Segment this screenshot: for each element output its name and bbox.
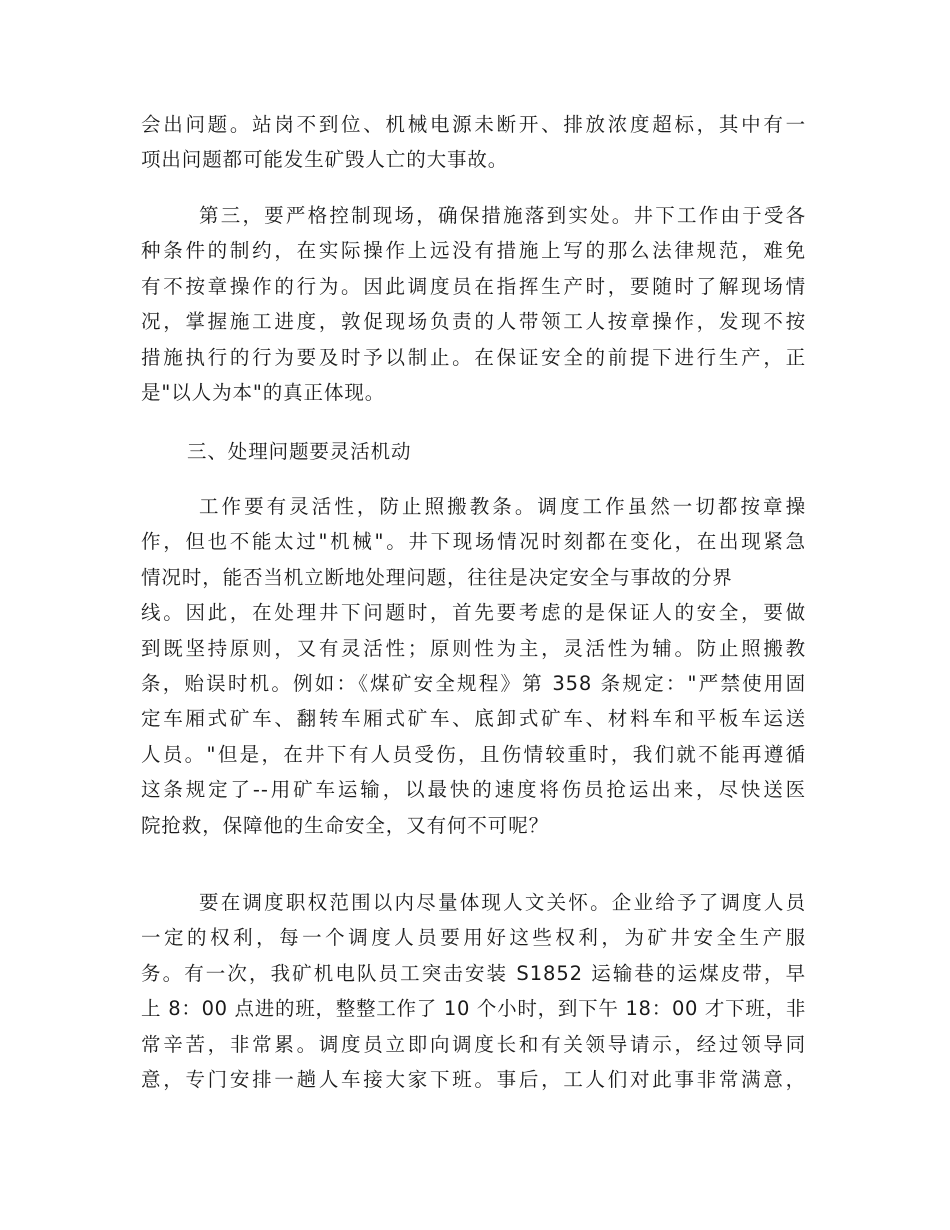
heading-text: 三、处理问题要灵活机动 [187,440,412,463]
text-line: 会出问题。站岗不到位、机械电源未断开、排放浓度超标，其中有一 [141,113,806,136]
text-line: 措施执行的行为要及时予以制止。在保证安全的前提下进行生产，正 [141,345,806,369]
paragraph-4 [141,489,806,843]
text-line: 意，专门安排一趟人车接大家下班。事后，工人们对此事非常满意， [141,1067,806,1091]
text-line: 务。有一次，我矿机电队员工突击安装 S1852 运输巷的运煤皮带，早 [141,961,806,985]
text-line: 条，贻误时机。例如：《煤矿安全规程》第 358 条规定："严禁使用固 [141,671,806,695]
text-line: 上 8：00 点进的班，整整工作了 10 个小时，到下午 18：00 才下班，非 [141,997,806,1021]
text-line: 况，掌握施工进度，敦促现场负责的人带领工人按章操作，发现不按 [141,310,806,334]
text-line: 作，但也不能太过"机械"。井下现场情况时刻都在变化，在出现紧急 [141,530,806,554]
section-heading [141,434,806,469]
text-line: 院抢救，保障他的生命安全，又有何不可呢？ [141,813,550,837]
text-line: 种条件的制约，在实际操作上远没有措施上写的那么法律规范，难免 [141,239,806,263]
text-line: 项出问题都可能发生矿毁人亡的大事故。 [141,148,509,172]
paragraph-2 [141,198,806,410]
text-line: 到既坚持原则，又有灵活性；原则性为主，灵活性为辅。防止照搬教 [141,636,806,660]
text-line: 有不按章操作的行为。因此调度员在指挥生产时，要随时了解现场情 [141,274,806,298]
text-line: 工作要有灵活性，防止照搬教条。调度工作虽然一切都按章操 [199,495,806,518]
paragraph-1 [141,107,806,178]
text-line: 这条规定了--用矿车运输，以最快的速度将伤员抢运出来，尽快送医 [141,778,806,802]
text-line: 常辛苦，非常累。调度员立即向调度长和有关领导请示，经过领导同 [141,1032,806,1056]
text-line: 人员。"但是，在井下有人员受伤，且伤情较重时，我们就不能再遵循 [141,742,806,766]
text-line: 定车厢式矿车、翻转车厢式矿车、底卸式矿车、材料车和平板车运送 [141,707,806,731]
text-line: 一定的权利，每一个调度人员要用好这些权利，为矿井安全生产服 [141,926,806,950]
text-line: 线。因此，在处理井下问题时，首先要考虑的是保证人的安全，要做 [141,601,806,625]
paragraph-5 [141,885,806,1097]
text-line: 是"以人为本"的真正体现。 [141,380,386,404]
text-line: 情况时，能否当机立断地处理问题，往往是决定安全与事故的分界 [141,565,733,589]
text-line: 第三，要严格控制现场，确保措施落到实处。井下工作由于受各 [199,204,806,227]
text-line: 要在调度职权范围以内尽量体现人文关怀。企业给予了调度人员 [199,891,806,914]
